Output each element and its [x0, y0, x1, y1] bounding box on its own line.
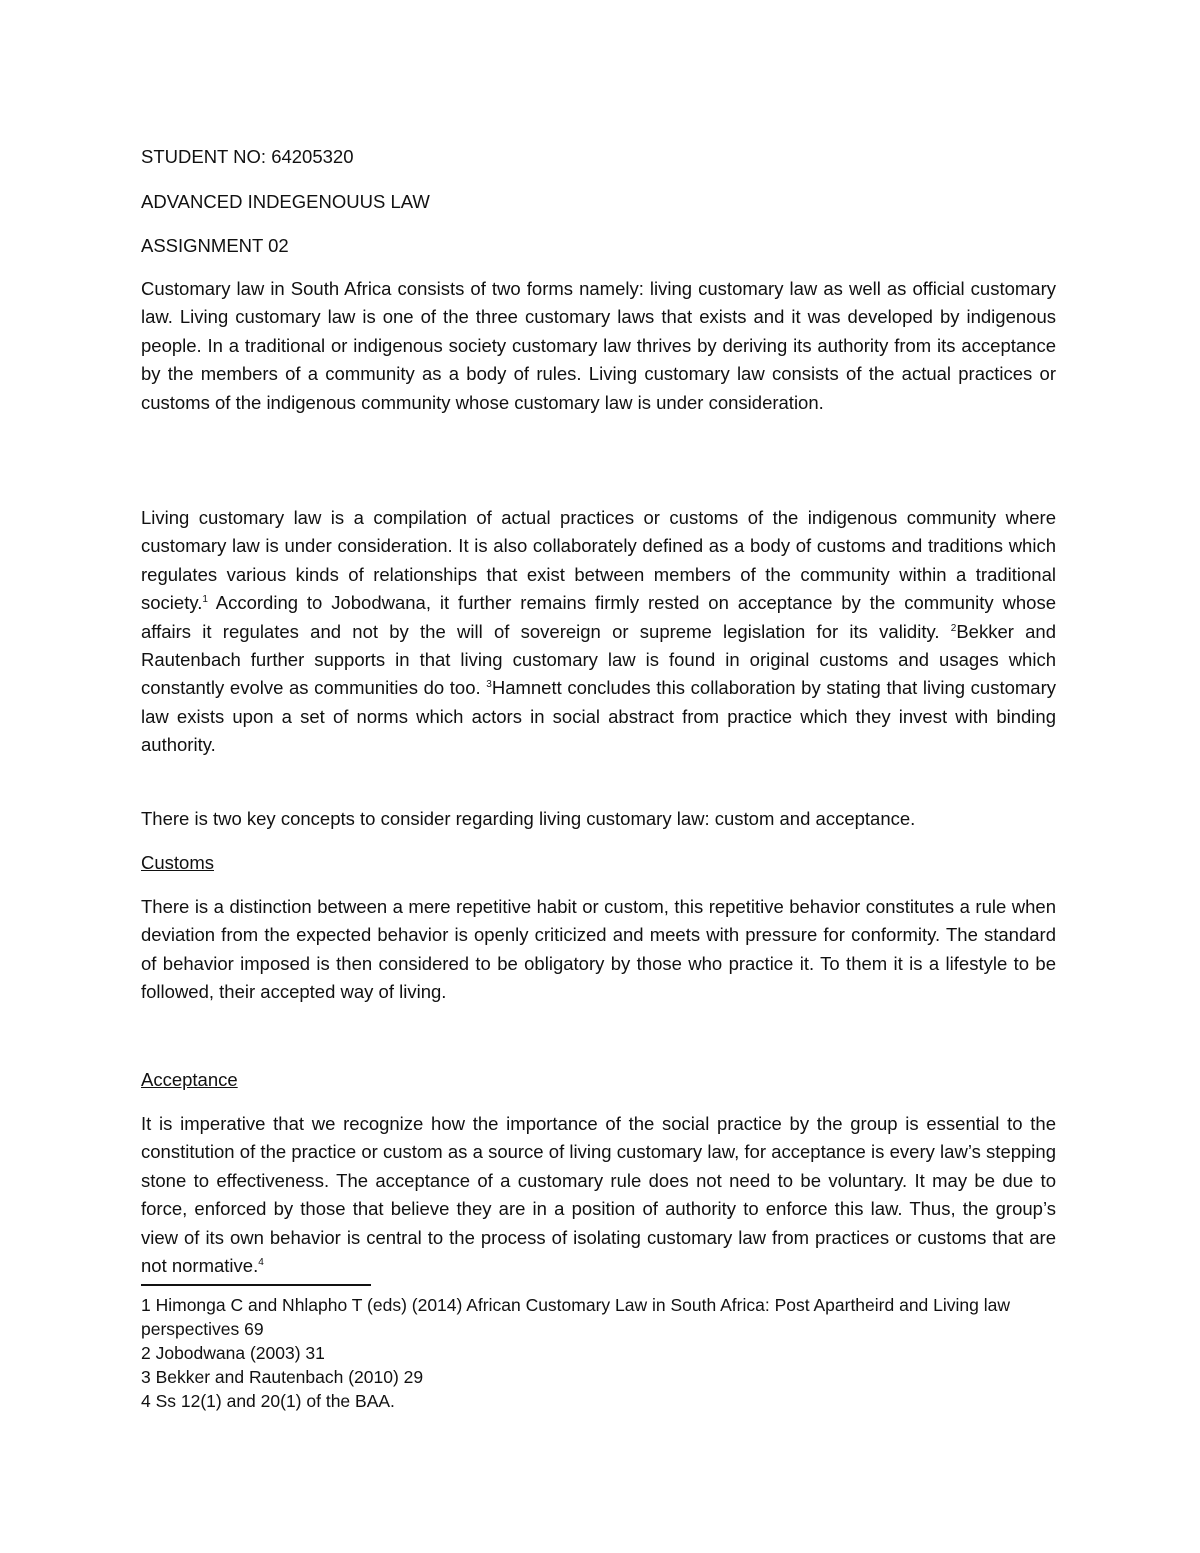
customs-heading: Customs [141, 852, 214, 873]
living-sentence-3: Bekker and Rautenbach further supports in that living customary law is found in original customs and usages which constantly evolve as communities do too. [141, 620, 1057, 699]
living-customary-law-paragraph [141, 504, 1056, 760]
acceptance-heading: Acceptance [141, 1069, 238, 1090]
living-sentence-2: According to Jobodwana, it further remains firmly rested on acceptance by the community whose affairs it regulates and not by the will of sovereign or supreme legislation for its validity. [141, 592, 1056, 642]
customs-paragraph: There is a distinction between a mere repetitive habit or custom, this repetitive behavior constitutes a rule when deviation from the expected behavior is openly criticized and meets with pressure for conformity. The standard of behavior imposed is then considered to be obligatory by those who practice it. To them it is a lifestyle to be followed, their accepted way of living. [141, 896, 1056, 1003]
key-concepts-paragraph: There is two key concepts to consider regarding living customary law: custom and acceptance. [141, 808, 916, 829]
footnote-ref-2: 2 [950, 622, 957, 634]
footnote-ref-3: 3 [486, 679, 492, 691]
acceptance-paragraph [141, 1110, 1056, 1280]
footnote-ref-1: 1 [202, 594, 208, 606]
acceptance-text: It is imperative that we recognize how the importance of the social practice by the group is essential to the constitution of the practice or custom as a source of living customary law, for acceptance is every law’s stepping stone to effectiveness. The acceptance of a customary rule does not need to be voluntary. It may be due to force, enforced by those that believe they are in a position of authority to enforce this law. Thus, the group’s view of its own behavior is central to the process of isolating customary law from practices or customs that are not normative. [141, 1113, 1056, 1277]
footnote-ref-4: 4 [258, 1256, 264, 1268]
footnote-3: 3 Bekker and Rautenbach (2010) 29 [141, 1367, 424, 1387]
course-title: ADVANCED INDEGENOUUS LAW [141, 191, 430, 212]
intro-paragraph: Customary law in South Africa consists of two forms namely: living customary law as well as official customary law. Living customary law is one of the three customary laws that exists and it was developed by indigenous people. In a traditional or indigenous society customary law thrives by deriving its authority from its acceptance by the members of a community as a body of rules. Living customary law consists of the actual practices or customs of the indigenous community whose customary law is under consideration. [141, 278, 1056, 413]
footnote-4: 4 Ss 12(1) and 20(1) of the BAA. [141, 1391, 395, 1411]
footnote-1: 1 Himonga C and Nhlapho T (eds) (2014) African Customary Law in South Africa: Post Apartheird and Living law perspectives 69 [141, 1295, 1010, 1339]
assignment-title: ASSIGNMENT 02 [141, 235, 289, 256]
student-number: STUDENT NO: 64205320 [141, 146, 354, 167]
living-sentence-4: Hamnett concludes this collaboration by stating that living customary law exists upon a set of norms which actors in social abstract from practice which they invest with binding authority. [141, 677, 1057, 756]
footnote-separator [141, 1284, 371, 1286]
living-sentence-1: Living customary law is a compilation of actual practices or customs of the indigenous community where customary law is under consideration. It is also collaborately defined as a body of customs and traditions which regulates various kinds of relationships that exist between members of the community within a traditional society. [141, 507, 1056, 614]
footnote-2: 2 Jobodwana (2003) 31 [141, 1343, 325, 1363]
